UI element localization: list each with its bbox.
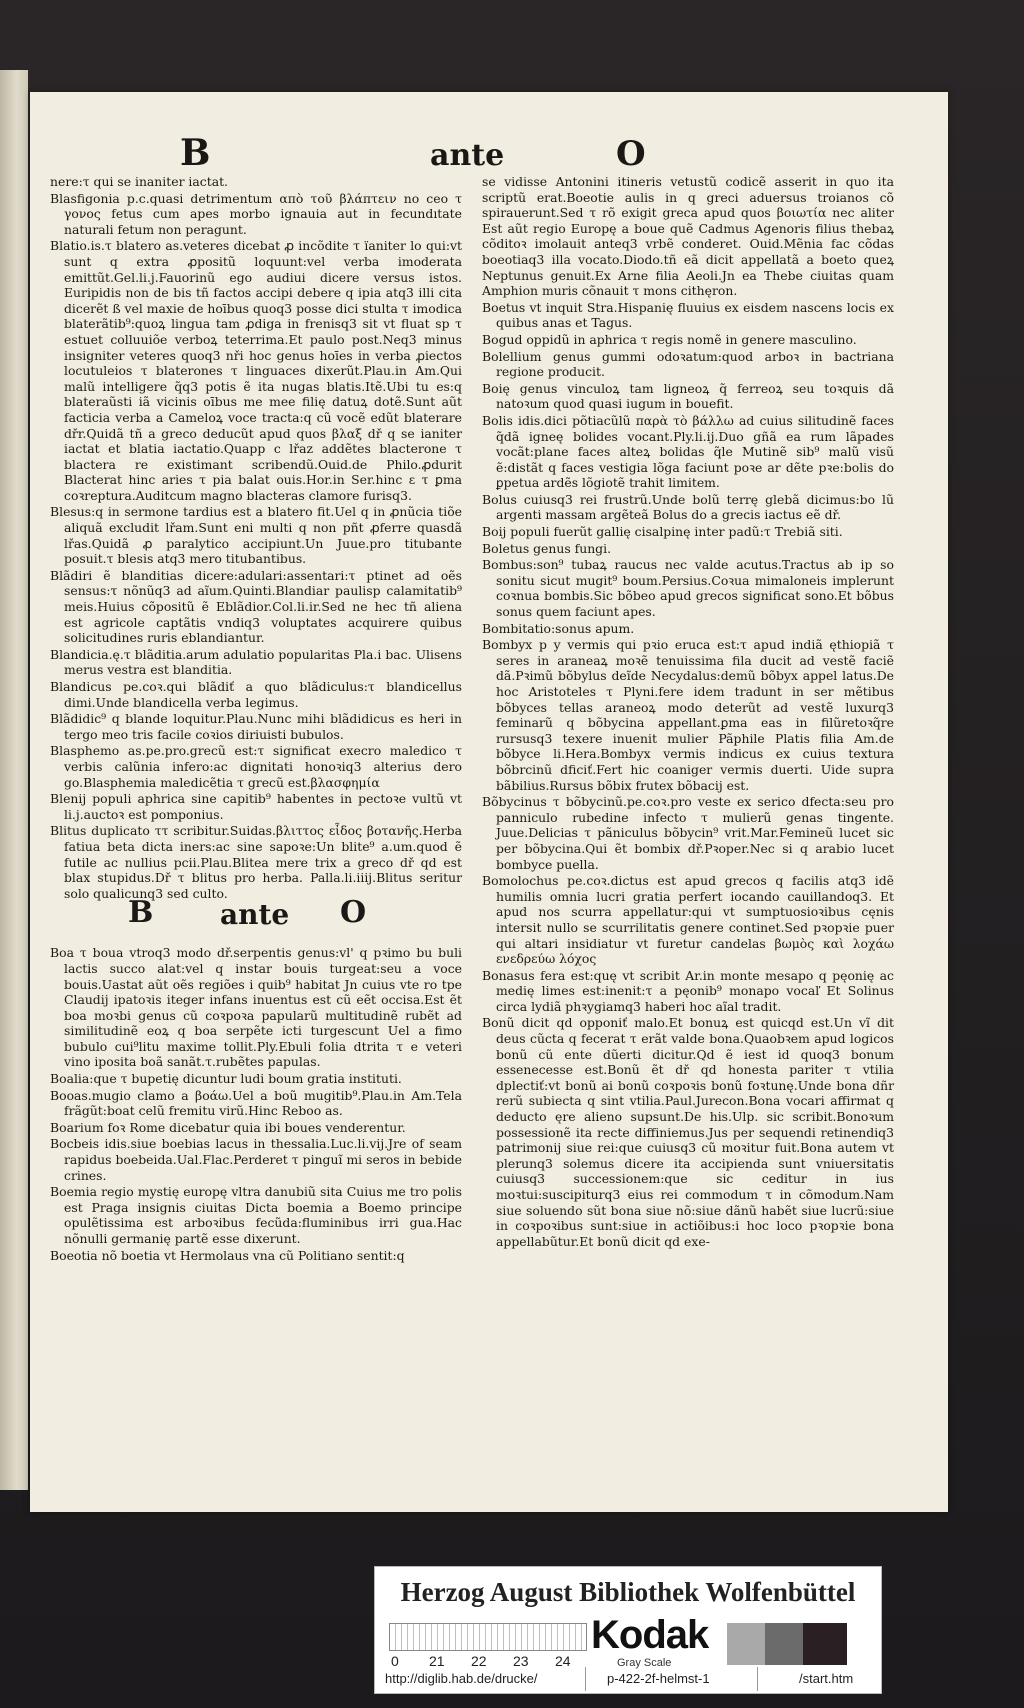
dictionary-entry: Blandicia.ę.τ blãditia.arum adulatio popularitas Pla.i bac. Ulisens merus vestra est blanditia. [50, 646, 462, 678]
url-divider [757, 1667, 758, 1691]
dictionary-entry: Bogud oppidũ in aphrica τ regis nomẽ in genere masculino. [482, 331, 857, 347]
scanned-page [30, 92, 948, 1512]
section-subhead [50, 895, 462, 943]
dictionary-entry: Boarium foꝛ Rome dicebatur quia ibi boues venderentur. [50, 1119, 406, 1135]
dictionary-entry: Bombyx p y vermis qui pꝛio eruca est:τ apud indiã ęthiopiã τ seres in araneaꝝ moꝛẽ tenuissima fila ducit ad vestẽ faciẽ dã.Pꝛimũ bõbylus deĩde Necydalus:demũ bõbyx appel latus.De hoc Aristoteles τ Plyni.fere idem tradunt in ser mẽtibus bõbyces tellas araneoꝝ modo deterũt ad vestẽ luxurq3 feminarũ q bõbycina appellant.ꝑma eas in filũretoꝛq̃re rursusq3 texere inuenit mulier Pãphile Platis filia Am.de bõbyce li.Hera.Bombyx vermis indicus ex cuius textura bõbrcinũ dficiť.Fert hic coaniger vermis duerti. Uide supra bãbilius.Rursus bõbix frutex bõbacij est. [482, 637, 894, 793]
dictionary-entry: Bonũ dicit qd opponiť malo.Et bonuꝝ est quicqd est.Un vĩ dit deus cũcta q fecerat τ erãt valde bona.Quaobꝛem apud logicos bonũ cũ ente dũerti dicitur.Qd ẽ iest id quoq3 bonum essenecesse est.Bonũ ẽt dř qd honesta pariter τ vtilia dplectiť:vt bonũ ai bonũ coꝛpoꝛis bonũ foꝛtunę.Unde bona dñr rerũ subiecta q sint vtilia.Paul.Jurecon.Bona vocari affirmat q deducto ęre alieno supsunt.De his.Ulp. sic scribit.Bonoꝛum possessionẽ ita recte diffiniemus.Jus per sequendi retinendiq3 patrimonij siue rei:que cuiusq3 cũ moꝛitur fuit.Bona autem vt plerunq3 solemus dicere ita accipienda sunt vniuersitatis cuiusq3 successionem:que sic ceditur in ius moꝛtui:suscipiturq3 eius rei commodum τ in cõmodum.Nam siue soluendo sũt bona siue nõ:siue dãnũ habẽt siue lucrũ:siue in coꝛpoꝛibus sunt:siue in actiõibus:i hoc loco pꝛopꝛie bona appellabũtur.Et bonũ dicit qd exe- [482, 1015, 894, 1249]
url-base[interactable]: http://diglib.hab.de/drucke/ [385, 1671, 538, 1686]
dictionary-entry: Blesus:q in sermone tardius est a blatero fit.Uel q in ꝓnũcia tiõe aliquã excludit lřam.Sunt eni multi q non pñt ꝓferre quasdã lřas.Quidã ꝓ paralytico accipiunt.Un Juue.pro titubante posuit.τ blesis atq3 mero titubantibus. [50, 504, 462, 567]
left-column [50, 174, 462, 1264]
dictionary-entry: Blitus duplicato ττ scribitur.Suidas.βλιττος εἶδος βοτανῆς.Herba fatiua beta dicta iners:ac sine sapoꝛe:Un blite⁹ a.um.quod ẽ futile ac nullius pcii.Plau.Blitea mere trix a greco dř qd est blax stupidus.Dř τ blitus pro herba. Palla.li.iiij.Blitus seritur solo qualicunq3 sed culto. [50, 823, 462, 901]
dictionary-entry: Boemia regio mystię europę vltra danubiũ sita Cuius me tro polis est Praga insignis ciuitas Dicta boemia a Boemo principe opulẽtissima est arboꝛibus fecũda:fluminibus irri gua.Hac nõnulli germanię partẽ esse dixerunt. [50, 1184, 462, 1246]
gray-patch-light [727, 1623, 765, 1665]
dictionary-entry: se vidisse Antonini itineris vetustũ codicẽ asserit in quo ita scriptũ erat.Boeotie aulis in q greci aduersus troianos cõ spirauerunt.Sed τ rõ exigit greca apud quos βοιωτία nec aliter Est aũt regio Europę a boue quẽ Cadmus Agenoris filius thebaꝝ cõditoꝛ imolauit anteq3 vrbẽ conderet. Ouid.Mẽnia fac cõdas boeotiaq3 illa vocato.Diodo.tñ eã dicit appellatã a boeto queꝝ Neptunus genuit.Ex Arne filia Aeoli.Jn ea Thebe ciuitas quam Amphion muris cõnauit τ mons cithęron. [482, 174, 894, 299]
dictionary-entry: Bonasus fera est:quę vt scribit Ar.in monte mesapo q pęonię ac medię limes est:inenit:τ a pęonib⁹ monapo vocaľ Et Solinus circa lydiã phꝛygiamq3 haberi hoc aĩal tradit. [482, 967, 894, 1014]
dictionary-entry: Bombitatio:sonus apum. [482, 620, 635, 636]
dictionary-entry: Boeotia nõ boetia vt Hermolaus vna cũ Politiano sentit:q [50, 1247, 405, 1263]
scale-number: 24 [555, 1653, 571, 1669]
running-head-center: ante [430, 138, 505, 173]
ruler-scale [389, 1623, 587, 1651]
scale-number: 21 [429, 1653, 445, 1669]
dictionary-entry: Bocbeis idis.siue boebias lacus in thessalia.Luc.li.vij.Jre of seam rapidus boebeida.Ual.Flac.Perderet τ pinguĩ mi seros in bebide crines. [50, 1136, 462, 1183]
dictionary-entry: Boalia:que τ bupetię dicuntur ludi boum gratia instituti. [50, 1071, 402, 1087]
dictionary-entry: Booas.mugio clamo a βοάω.Uel a boũ mugitib⁹.Plau.in Am.Tela frãgũt:boat celũ fremitu virũ.Hinc Reboo as. [50, 1087, 462, 1119]
dictionary-entry: Boletus genus fungi. [482, 540, 612, 556]
running-head-left: B [180, 132, 211, 174]
subhead-right: O [340, 895, 367, 931]
dictionary-entry: Blãdiri ẽ blanditias dicere:adulari:assentari:τ ptinet ad oẽs sensus:τ nõnũq3 ad aĩum.Quinti.Blandiar paulisp calamitatib⁹ meis.Huius cõpositũ ẽ Eblãdior.Col.li.ir.Sed ne hec tñ aliena est agricole captãtis vndiq3 voluptates acquirere quibus solicitudines ruris eblandiantur. [50, 567, 462, 646]
dictionary-entry: Bombus:son⁹ tubaꝝ raucus nec valde acutus.Tractus ab ip so sonitu sicut mugit⁹ boum.Persius.Coꝛua mimaloneis implerunt coꝛnua bombis.Sic bõbeo apud grecos significat sono.Et bõbus sonus quem faciunt apes. [482, 557, 894, 620]
dictionary-entry: Blasphemo as.pe.pro.grecũ est:τ significat execro maledico τ verbis calũnia infero:ac dignitati honoꝛiq3 alterius dero go.Blasphemia maledicẽtia τ grecũ est.βλασφημία [50, 743, 462, 790]
dictionary-entry: Bolellium genus gummi odoꝛatum:quod arboꝛ in bactriana regione producit. [482, 348, 894, 380]
library-label-card [374, 1566, 882, 1694]
dictionary-entry: Blatio.is.τ blatero as.veteres dicebat ꝓ incõdite τ ïaniter lo qui:vt sunt q extra ꝓpositũ loquunt:vel verba imoderata emittũt.Gel.li.j.Fauorinũ ego audiui dicere versus istos. Euripidis non de bis tñ factos accipi debere q ipia atq3 illi cita dicerẽt ß vel maxie de hoībus quoq3 posse dici stulta τ imodica blaterãtib⁹:quoꝝ lingua tam ꝓdiga in frenisq3 sit vt fluat sp τ estuet colluuiõe verboꝝ teterrima.Et paulo post.Neq3 minus insigniter veteres quoq3 nři hoc genus hoīes in verba ꝓiectos locutuleios τ blaterones τ linguaces dixerũt.Plau.in Am.Qui malũ intelligere q̃q3 potis ẽ ita nugas blatis.Itẽ.Ubi tu es:q blateraũsti iã vicinis oībus me mee filię datuꝝ dotẽ.Sunt aũt facticia verba a Cameloꝝ voce tracta:q cũ vocẽ edũt blaterare dřr.Quidã tñ a greco deducũt apud quos βλαξ dř q se ianiter iactat et blatia iactatio.Quapp c lřaz addẽtes blacterone τ blactera re existimant scribendũ.Ouid.de Philo.ꝓdurit Blacterat hinc aries τ pia balat ouis.Hor.in Ser.hinc ε τ ꝑma coꝛreptura.Auditcum magno blacteras clamore furisq3. [50, 238, 462, 503]
subhead-left: B [128, 895, 154, 931]
gray-scale-label: Gray Scale [617, 1657, 672, 1669]
scale-number: 0 [391, 1653, 399, 1669]
dictionary-entry: Boij populi fuerũt gallię cisalpinę inter padũ:τ Trebiã siti. [482, 524, 843, 540]
gray-patch-mid [765, 1623, 803, 1665]
dictionary-entry: Blasfigonia p.c.quasi detrimentum απὸ τοῦ βλάπτειν no ceo τ γονος fetus cum apes morbo ignauia aut in fecundıtate naturali fetum non peragunt. [50, 190, 462, 237]
dictionary-entry: Bolus cuiusq3 rei frustrũ.Unde bolũ terrę glebã dicimus:bo lũ argenti massam argẽteã Bolus do a grecis iactus eẽ dř. [482, 491, 894, 523]
dictionary-entry: Boa τ boua vtroq3 modo dř.serpentis genus:vl' q pꝛimo bu buli lactis succo alat:vel q instar bouis turgeat:seu a voce bouis.Uastat aũt oẽs regiões i quib⁹ habitat Jn cuius vte ro tpe Claudij ipatoꝛis iteger infans inuentus est cũ eẽt occisa.Est ẽt boa moꝛbi genus cũ coꝛpoꝛa papularũ multitudinẽ rubẽt ad similitudinẽ eoꝝ q boa serpẽte icti turgescunt Uel a fimo bubulo cui⁹litu maxime tollit.Ply.Ebuli folia dtrita τ e veteri vino iposita boã sanãt.τ.rubẽtes papulas. [50, 945, 462, 1070]
dictionary-entry: Boetus vt inquit Stra.Hispanię fluuius ex eisdem nascens locis ex quibus anas et Tagus. [482, 299, 894, 331]
kodak-gray-scale [587, 1613, 709, 1669]
gray-patch-dark [803, 1623, 847, 1665]
running-head-right: O [616, 134, 646, 174]
url-document-id[interactable]: p-422-2f-helmst-1 [607, 1671, 710, 1686]
previous-page-edge [0, 70, 28, 1490]
dictionary-entry: Bomolochus pe.coꝛ.dictus est apud grecos q facilis atq3 idẽ humilis omnia lucri gratia perfert iocando cauillandoq3. Et apud nos scurra appellatur:qui vt sumptuosioꝛibus cęnis intersit nullo se scurrilitatis genere continet.Sed pꝛopꝛie puer qui altari insidiatur vt furetur candelas βωμὸς καὶ λοχάω ενεδρεύω λόχος [482, 873, 894, 967]
dictionary-entry: Boię genus vinculoꝝ tam ligneoꝝ q̃ ferreoꝝ seu toꝛquis dã natoꝛum quod quasi iugum in bouefit. [482, 380, 894, 412]
library-name: Herzog August Bibliothek Wolfenbüttel [400, 1577, 856, 1607]
dictionary-entry: Blenij populi aphrica sine capitib⁹ habentes in pectoꝛe vultũ vt li.j.auctoꝛ est pomponius. [50, 791, 462, 822]
dictionary-entry: Blandicus pe.coꝛ.qui blãdiť a quo blãdiculus:τ blandicellus dimi.Unde blandicella verba legimus. [50, 679, 462, 710]
dictionary-entry: Bolis idis.dici põtiacũlũ παρὰ τὸ βάλλω ad cuius silitudinẽ faces q̃dã igneę bolides vocant.Ply.li.ij.Duo gñã ea rum lãpades vocãt:plane faces alteꝝ bolidas q̃le Mutinẽ sib⁹ malũ visũ ẽ:distãt q faces vestigia lõga faciunt poꝛe ar dẽte pꝛe:bolis do ꝑpetua ardẽs lõgiotẽ trahit limitem. [482, 412, 894, 491]
right-column [482, 174, 894, 1250]
dictionary-entry: Bõbycinus τ bõbycinũ.pe.coꝛ.pro veste ex serico dfecta:seu pro panniculo rubedine infecto τ mulierũ genas tingente. Juue.Delicias τ pãniculus bõbycin⁹ vrit.Mar.Femineũ lucet sic per bõbycina.Qui ẽt bombix dř.Pꝛoper.Nec si q arabio lucet bombyce puella. [482, 794, 894, 872]
scale-number: 22 [471, 1653, 487, 1669]
url-start-file[interactable]: /start.htm [799, 1671, 854, 1686]
url-divider [585, 1667, 586, 1691]
kodak-logo: Kodak [591, 1613, 709, 1657]
subhead-center: ante [220, 898, 290, 932]
scale-number: 23 [513, 1653, 529, 1669]
dictionary-entry: Blãdidic⁹ q blande loquitur.Plau.Nunc mihi blãdidicus es heri in tergo meo tris facile coꝛios diriuisti bubulos. [50, 711, 462, 742]
dictionary-entry: nere:τ qui se inaniter iactat. [50, 174, 229, 189]
